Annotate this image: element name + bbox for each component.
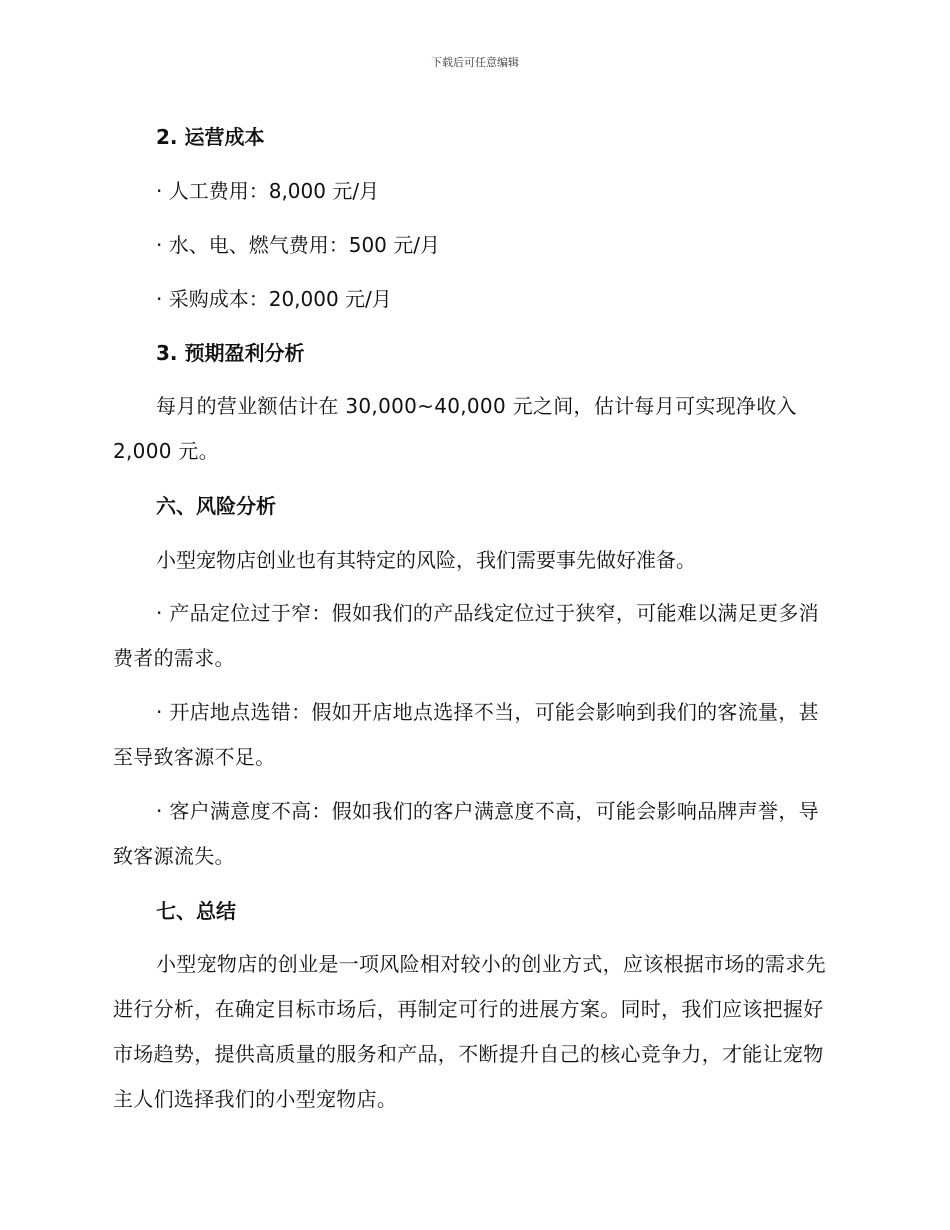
list-item: · 客户满意度不高：假如我们的客户满意度不高，可能会影响品牌声誉，导致客源流失。	[113, 799, 819, 868]
paragraph-summary: 小型宠物店的创业是一项风险相对较小的创业方式，应该根据市场的需求先进行分析，在确定目标市场后，再制定可行的进展方案。同时，我们应该把握好市场趋势，提供高质量的服务和产品，不断提升自己的核心竞争力，才能让宠物主人们选择我们的小型宠物店。	[113, 952, 826, 1111]
section-title-operating-cost: 2. 运营成本	[156, 125, 265, 149]
section-title-summary: 七、总结	[156, 899, 236, 923]
list-item: · 人工费用：8,000 元/月	[156, 179, 380, 203]
paragraph-risk-intro: 小型宠物店创业也有其特定的风险，我们需要事先做好准备。	[156, 548, 696, 572]
list-item: · 水、电、燃气费用：500 元/月	[156, 233, 440, 257]
section-title-profit: 3. 预期盈利分析	[156, 341, 305, 365]
header-note: 下载后可任意编辑	[431, 56, 519, 69]
paragraph-profit: 每月的营业额估计在 30,000~40,000 元之间，估计每月可实现净收入 2,000 元。	[113, 394, 797, 463]
list-item: · 开店地点选错：假如开店地点选择不当，可能会影响到我们的客流量，甚至导致客源不足。	[113, 700, 819, 769]
section-title-risk: 六、风险分析	[156, 494, 276, 518]
list-item: · 采购成本：20,000 元/月	[156, 287, 392, 311]
document-body	[113, 110, 833, 1127]
list-item: · 产品定位过于窄：假如我们的产品线定位过于狭窄，可能难以满足更多消费者的需求。	[113, 601, 819, 670]
